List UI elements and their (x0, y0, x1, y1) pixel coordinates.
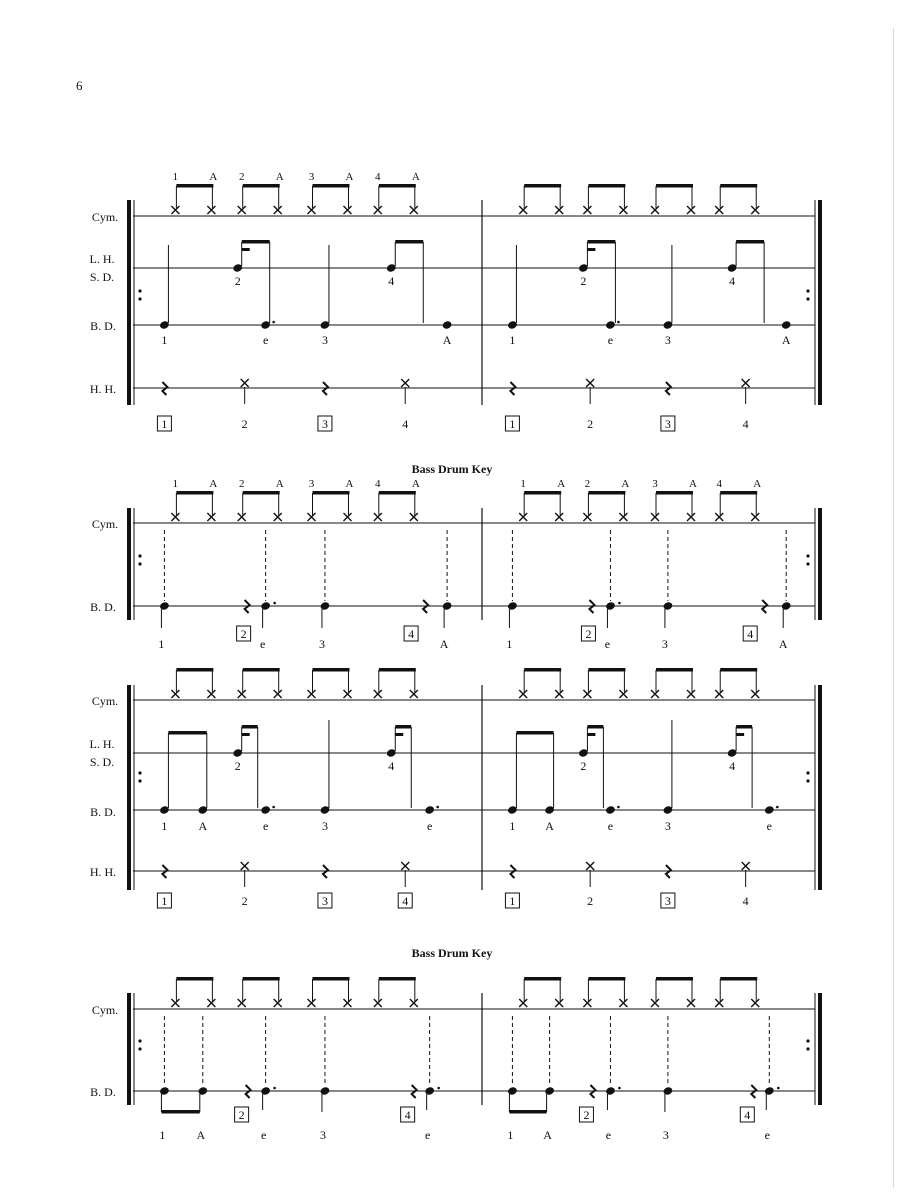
cymbal-x-note (751, 206, 759, 214)
bass-count-label: A (781, 333, 791, 347)
snare-beam (736, 240, 764, 244)
bass-drum-note (605, 1086, 616, 1096)
snare-sub-beam (587, 248, 595, 251)
bass-count-label: e (260, 1128, 267, 1142)
bass-drum-note (442, 320, 453, 330)
bass-count-label: A (442, 333, 452, 347)
bass-line-label: B. D. (90, 805, 116, 819)
bass-count-label: 1 (509, 333, 516, 347)
cymbal-x-note (651, 206, 659, 214)
repeat-dot (806, 1047, 809, 1050)
snare-beam (242, 240, 270, 244)
system-bracket (127, 993, 131, 1105)
repeat-dot (138, 1039, 141, 1042)
cymbal-x-note (308, 513, 316, 521)
bass-drum-note (319, 601, 330, 611)
cymbal-beam (588, 668, 625, 672)
cymbal-x-note (410, 999, 418, 1007)
snare-count-label: 2 (580, 274, 587, 288)
cymbal-x-note (410, 206, 418, 214)
system-bracket (127, 200, 131, 405)
hihat-x-note (586, 379, 594, 387)
cymbal-x-note (751, 999, 759, 1007)
cymbal-x-note (619, 513, 627, 521)
snare-count-label: 2 (234, 759, 241, 773)
bass-line-label: B. D. (90, 319, 116, 333)
cymbal-x-note (171, 513, 179, 521)
dotted-note-dot (776, 806, 779, 809)
hihat-line-label: H. H. (89, 865, 117, 879)
hihat-x-note (241, 862, 249, 870)
cymbal-line-label: Cym. (91, 517, 119, 531)
repeat-dot (138, 562, 141, 565)
hihat-count-label: 2 (587, 417, 594, 431)
page-number: 6 (76, 78, 83, 93)
snare-sub-beam (242, 733, 250, 736)
cymbal-beam (243, 668, 280, 672)
final-barline-thick (818, 508, 822, 620)
cymbal-beam (313, 977, 350, 981)
repeat-dot (138, 1047, 141, 1050)
bass-count-label: 1 (506, 637, 513, 651)
cymbal-x-note (374, 513, 382, 521)
cymbal-beam (720, 491, 757, 495)
cymbal-count-label: A (621, 478, 630, 490)
cymbal-beam (313, 668, 350, 672)
cymbal-x-note (207, 206, 215, 214)
dotted-note-dot (777, 1087, 780, 1090)
cymbal-x-note (410, 690, 418, 698)
bass-count-label: 3 (664, 819, 671, 833)
bass-count-label: A (778, 637, 788, 651)
cymbal-x-note (308, 690, 316, 698)
repeat-dot (806, 771, 809, 774)
cymbal-count-label: 3 (652, 478, 658, 490)
bass-drum-note (662, 1086, 673, 1096)
repeat-dot (806, 779, 809, 782)
cymbal-count-label: 3 (308, 171, 315, 183)
bass-drum-note (507, 601, 518, 611)
boxed-count-label: 4 (747, 627, 754, 641)
dotted-note-dot (618, 1087, 621, 1090)
bass-drum-note (605, 320, 616, 330)
repeat-dot (806, 554, 809, 557)
cymbal-beam (176, 184, 213, 188)
bass-drum-note (260, 805, 271, 815)
cymbal-count-label: 3 (308, 478, 315, 490)
bass-count-label: 3 (664, 333, 671, 347)
bass-drum-key-title: Bass Drum Key (411, 946, 493, 960)
bass-drum-note (781, 320, 792, 330)
bass-count-label: 3 (662, 1128, 669, 1142)
hihat-count-label: 2 (241, 894, 248, 908)
cymbal-count-label: A (275, 478, 284, 490)
cymbal-x-note (555, 206, 563, 214)
cymbal-x-note (519, 690, 527, 698)
cymbal-beam (656, 977, 693, 981)
snare-line-label-sd: S. D. (89, 270, 115, 284)
dotted-note-dot (436, 806, 439, 809)
cymbal-x-note (171, 999, 179, 1007)
dotted-note-dot (273, 602, 276, 605)
bass-count-label: 1 (161, 819, 168, 833)
hihat-x-note (401, 862, 409, 870)
cymbal-x-note (207, 999, 215, 1007)
cymbal-count-label: 1 (172, 478, 179, 490)
dotted-note-dot (272, 321, 275, 324)
snare-line-label-lh: L. H. (89, 252, 115, 266)
bass-drum-note (544, 1086, 555, 1096)
hihat-count-label: 1 (509, 417, 516, 431)
cymbal-count-label: 1 (520, 478, 526, 490)
cymbal-count-label: 4 (375, 478, 381, 490)
cymbal-x-note (519, 513, 527, 521)
cymbal-beam (524, 491, 561, 495)
cymbal-x-note (687, 513, 695, 521)
cymbal-beam (588, 184, 625, 188)
bass-count-label: 1 (159, 1128, 166, 1142)
snare-count-label: 4 (388, 759, 395, 773)
bass-count-label: e (607, 819, 614, 833)
cymbal-x-note (619, 999, 627, 1007)
system-bracket (127, 685, 131, 890)
cymbal-beam (176, 977, 213, 981)
cymbal-beam (379, 491, 416, 495)
repeat-dot (806, 562, 809, 565)
repeat-dot (138, 771, 141, 774)
cymbal-count-label: A (753, 478, 762, 490)
snare-count-label: 4 (729, 759, 736, 773)
bass-drum-note (605, 805, 616, 815)
bass-count-label: 1 (158, 637, 165, 651)
bass-count-label: e (604, 637, 611, 651)
hihat-count-label: 2 (241, 417, 248, 431)
bass-count-label: 3 (661, 637, 668, 651)
bass-count-label: e (426, 819, 433, 833)
bass-count-label: e (764, 1128, 770, 1142)
hihat-count-label: 4 (742, 417, 749, 431)
cymbal-beam (379, 977, 416, 981)
bass-drum-note (442, 601, 453, 611)
cymbal-beam (656, 491, 693, 495)
cymbal-line-label: Cym. (91, 210, 119, 224)
cymbal-x-note (751, 690, 759, 698)
bass-beam (516, 731, 553, 735)
cymbal-x-note (555, 999, 563, 1007)
hihat-count-label: 2 (587, 894, 594, 908)
boxed-count-label: 4 (408, 627, 415, 641)
cymbal-x-note (555, 690, 563, 698)
cymbal-x-note (651, 690, 659, 698)
cymbal-beam (524, 668, 561, 672)
repeat-dot (806, 289, 809, 292)
dotted-note-dot (618, 602, 621, 605)
bass-count-label: e (424, 1128, 431, 1142)
cymbal-x-note (308, 999, 316, 1007)
cymbal-count-label: 1 (172, 171, 179, 183)
cymbal-x-note (344, 999, 352, 1007)
boxed-count-label: 4 (404, 1108, 411, 1122)
cymbal-beam (243, 977, 280, 981)
snare-count-label: 2 (580, 759, 587, 773)
cymbal-x-note (687, 206, 695, 214)
cymbal-x-note (687, 690, 695, 698)
hihat-count-label: 1 (161, 417, 168, 431)
snare-beam (587, 240, 615, 244)
hihat-count-label: 3 (664, 894, 671, 908)
bass-count-label: e (605, 1128, 612, 1142)
bass-count-label: e (766, 819, 772, 833)
cymbal-x-note (619, 690, 627, 698)
bass-drum-note (781, 601, 792, 611)
snare-sub-beam (395, 733, 403, 736)
cymbal-beam (313, 184, 350, 188)
cymbal-x-note (687, 999, 695, 1007)
snare-sub-beam (736, 733, 744, 736)
cymbal-x-note (583, 206, 591, 214)
cymbal-x-note (751, 513, 759, 521)
repeat-dot (138, 779, 141, 782)
cymbal-beam (524, 977, 561, 981)
cymbal-beam (176, 491, 213, 495)
bass-count-label: 1 (509, 819, 516, 833)
cymbal-x-note (410, 513, 418, 521)
bass-drum-note (197, 1086, 208, 1096)
hihat-count-label: 3 (321, 417, 328, 431)
cymbal-beam (588, 977, 625, 981)
cymbal-beam (720, 184, 757, 188)
cymbal-count-label: 4 (375, 171, 381, 183)
cymbal-beam (656, 668, 693, 672)
cymbal-x-note (344, 690, 352, 698)
cymbal-beam (379, 184, 416, 188)
cymbal-count-label: A (411, 171, 420, 183)
cymbal-x-note (651, 999, 659, 1007)
cymbal-x-note (171, 690, 179, 698)
dotted-note-dot (617, 806, 620, 809)
cymbal-beam (656, 184, 693, 188)
cymbal-x-note (274, 690, 282, 698)
bass-drum-note (764, 805, 775, 815)
cymbal-beam (588, 491, 625, 495)
boxed-count-label: 2 (240, 627, 247, 641)
boxed-count-label: 2 (585, 627, 592, 641)
cymbal-x-note (519, 999, 527, 1007)
cymbal-count-label: A (209, 478, 218, 490)
hihat-count-label: 3 (664, 417, 671, 431)
cymbal-count-label: 2 (238, 171, 245, 183)
cymbal-count-label: 2 (584, 478, 591, 490)
repeat-dot (806, 1039, 809, 1042)
hihat-x-note (401, 379, 409, 387)
bass-beam (509, 1110, 546, 1114)
snare-count-label: 4 (729, 274, 736, 288)
hihat-x-note (586, 862, 594, 870)
snare-beam (736, 725, 752, 729)
bass-count-label: 3 (318, 637, 325, 651)
cymbal-x-note (715, 206, 723, 214)
cymbal-x-note (238, 690, 246, 698)
bass-count-label: 1 (507, 1128, 514, 1142)
cymbal-beam (379, 668, 416, 672)
bass-count-label: e (607, 333, 614, 347)
cymbal-x-note (555, 513, 563, 521)
snare-line-label-sd: S. D. (89, 755, 115, 769)
bass-drum-note (424, 805, 435, 815)
cymbal-x-note (308, 206, 316, 214)
bass-count-label: 3 (321, 819, 328, 833)
bass-drum-note (605, 601, 616, 611)
cymbal-x-note (374, 690, 382, 698)
cymbal-x-note (715, 999, 723, 1007)
hihat-x-note (742, 862, 750, 870)
cymbal-count-label: A (209, 171, 218, 183)
hihat-count-label: 4 (742, 894, 749, 908)
bass-drum-note (507, 1086, 518, 1096)
cymbal-beam (243, 184, 280, 188)
bass-count-label: A (196, 1128, 206, 1142)
cymbal-x-note (274, 206, 282, 214)
cymbal-count-label: A (689, 478, 697, 490)
bass-drum-note (319, 1086, 330, 1096)
cymbal-x-note (171, 206, 179, 214)
hihat-line-label: H. H. (89, 382, 117, 396)
cymbal-beam (524, 184, 561, 188)
cymbal-line-label: Cym. (91, 694, 119, 708)
bass-count-label: A (439, 637, 449, 651)
snare-sub-beam (242, 248, 250, 251)
cymbal-x-note (619, 206, 627, 214)
cymbal-x-note (715, 690, 723, 698)
cymbal-x-note (207, 513, 215, 521)
bass-drum-note (159, 1086, 170, 1096)
cymbal-x-note (583, 690, 591, 698)
cymbal-beam (720, 977, 757, 981)
boxed-count-label: 2 (238, 1108, 245, 1122)
cymbal-count-label: 2 (238, 478, 245, 490)
repeat-dot (138, 297, 141, 300)
bass-count-label: e (259, 637, 266, 651)
cymbal-x-note (207, 690, 215, 698)
final-barline-thick (818, 200, 822, 405)
bass-count-label: 3 (321, 333, 328, 347)
bass-line-label: B. D. (90, 1085, 116, 1099)
cymbal-beam (720, 668, 757, 672)
bass-count-label: A (198, 819, 208, 833)
cymbal-x-note (238, 513, 246, 521)
snare-line-label-lh: L. H. (89, 737, 115, 751)
hihat-count-label: 3 (321, 894, 328, 908)
cymbal-beam (176, 668, 213, 672)
snare-count-label: 2 (234, 274, 241, 288)
hihat-count-label: 1 (509, 894, 516, 908)
hihat-count-label: 4 (402, 894, 409, 908)
dotted-note-dot (617, 321, 620, 324)
cymbal-x-note (583, 999, 591, 1007)
snare-beam (395, 240, 423, 244)
cymbal-beam (313, 491, 350, 495)
hihat-count-label: 4 (402, 417, 409, 431)
cymbal-count-label: A (557, 478, 566, 490)
snare-beam (587, 725, 603, 729)
cymbal-x-note (715, 513, 723, 521)
snare-count-label: 4 (388, 274, 395, 288)
repeat-dot (138, 289, 141, 292)
bass-drum-key-title: Bass Drum Key (411, 462, 493, 476)
bass-drum-note (260, 601, 271, 611)
cymbal-x-note (344, 206, 352, 214)
boxed-count-label: 4 (744, 1108, 751, 1122)
cymbal-x-note (274, 513, 282, 521)
cymbal-x-note (238, 206, 246, 214)
bass-beam (168, 731, 206, 735)
snare-sub-beam (587, 733, 595, 736)
bass-count-label: e (262, 333, 269, 347)
dotted-note-dot (437, 1087, 440, 1090)
bass-drum-note (662, 601, 673, 611)
cymbal-x-note (274, 999, 282, 1007)
snare-beam (395, 725, 411, 729)
cymbal-x-note (374, 206, 382, 214)
bass-count-label: A (545, 819, 554, 833)
cymbal-count-label: A (275, 171, 284, 183)
hihat-count-label: 1 (161, 894, 168, 908)
cymbal-x-note (238, 999, 246, 1007)
repeat-dot (806, 297, 809, 300)
snare-beam (242, 725, 258, 729)
cymbal-x-note (519, 206, 527, 214)
cymbal-count-label: A (411, 478, 420, 490)
boxed-count-label: 2 (583, 1108, 590, 1122)
cymbal-beam (243, 491, 280, 495)
cymbal-x-note (651, 513, 659, 521)
dotted-note-dot (273, 1087, 276, 1090)
bass-line-label: B. D. (90, 600, 116, 614)
bass-drum-note (159, 601, 170, 611)
cymbal-x-note (374, 999, 382, 1007)
bass-count-label: A (543, 1128, 552, 1142)
repeat-dot (138, 554, 141, 557)
bass-count-label: e (262, 819, 269, 833)
dotted-note-dot (272, 806, 275, 809)
cymbal-x-note (344, 513, 352, 521)
cymbal-count-label: A (345, 171, 354, 183)
cymbal-x-note (583, 513, 591, 521)
bass-count-label: 1 (161, 333, 168, 347)
hihat-x-note (742, 379, 750, 387)
cymbal-line-label: Cym. (91, 1003, 119, 1017)
hihat-x-note (241, 379, 249, 387)
bass-drum-note (764, 1086, 775, 1096)
cymbal-count-label: 4 (716, 478, 722, 490)
system-bracket (127, 508, 131, 620)
bass-drum-note (424, 1086, 435, 1096)
cymbal-count-label: A (345, 478, 354, 490)
bass-beam (161, 1110, 199, 1114)
bass-count-label: 3 (319, 1128, 326, 1142)
final-barline-thick (818, 993, 822, 1105)
final-barline-thick (818, 685, 822, 890)
bass-drum-note (260, 1086, 271, 1096)
